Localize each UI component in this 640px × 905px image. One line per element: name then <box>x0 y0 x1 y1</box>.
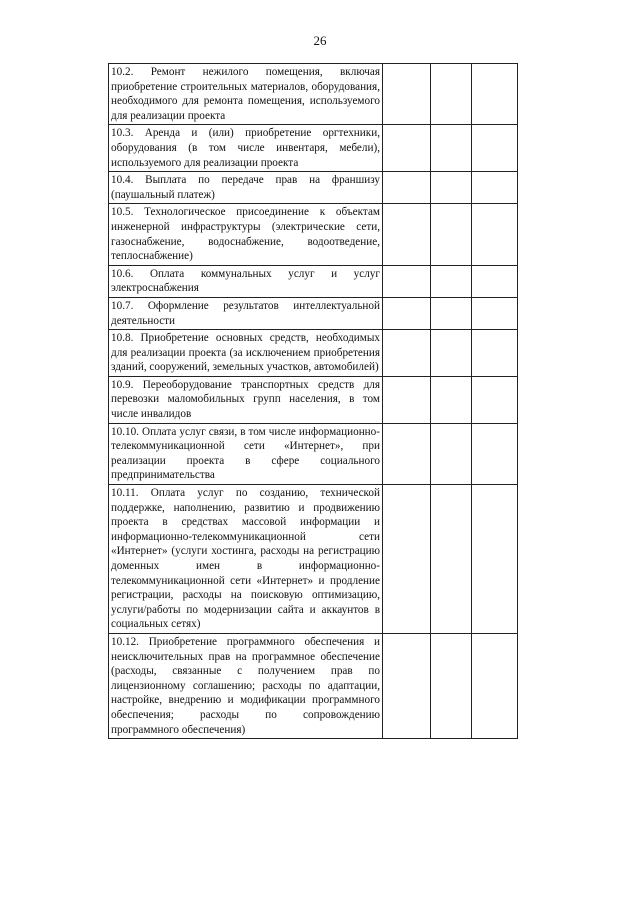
empty-cell <box>472 376 518 423</box>
empty-cell <box>431 423 472 484</box>
empty-cell <box>472 423 518 484</box>
empty-cell <box>383 633 431 738</box>
empty-cell <box>431 64 472 125</box>
empty-cell <box>431 172 472 204</box>
empty-cell <box>383 485 431 634</box>
expense-item-description: 10.11. Оплата услуг по созданию, технической поддержке, наполнению, развитию и продвижению проекта в средствах массовой информации и информационно-телекоммуникационной сети «Интернет» (услуги хостинга, расходы на регистрацию доменных имен в информационно-телекоммуникационной сети «Интернет» и продление регистрации, расходы на поисковую оптимизацию, услуги/работы по модернизации сайта и аккаунтов в социальных сетях) <box>109 485 383 634</box>
empty-cell <box>383 64 431 125</box>
expense-item-description: 10.7. Оформление результатов интеллектуальной деятельности <box>109 297 383 329</box>
table-row <box>109 204 518 265</box>
table-row <box>109 125 518 172</box>
expense-item-description: 10.4. Выплата по передаче прав на франшизу (паушальный платеж) <box>109 172 383 204</box>
table-row <box>109 330 518 377</box>
expense-item-description: 10.2. Ремонт нежилого помещения, включая приобретение строительных материалов, оборудования, необходимого для ремонта помещения, используемого для реализации проекта <box>109 64 383 125</box>
empty-cell <box>472 633 518 738</box>
table-row <box>109 485 518 634</box>
empty-cell <box>431 330 472 377</box>
expense-item-description: 10.6. Оплата коммунальных услуг и услуг электроснабжения <box>109 265 383 297</box>
table-row <box>109 376 518 423</box>
empty-cell <box>383 297 431 329</box>
expense-item-description: 10.5. Технологическое присоединение к объектам инженерной инфраструктуры (электрические сети, газоснабжение, водоснабжение, водоотведение, теплоснабжение) <box>109 204 383 265</box>
empty-cell <box>472 265 518 297</box>
expense-table <box>108 63 518 739</box>
empty-cell <box>431 265 472 297</box>
table-row <box>109 64 518 125</box>
page-number: 26 <box>313 33 327 48</box>
empty-cell <box>472 172 518 204</box>
table-row <box>109 423 518 484</box>
empty-cell <box>472 485 518 634</box>
empty-cell <box>472 330 518 377</box>
empty-cell <box>431 204 472 265</box>
empty-cell <box>383 125 431 172</box>
table-row <box>109 297 518 329</box>
empty-cell <box>472 297 518 329</box>
expense-item-description: 10.12. Приобретение программного обеспечения и неисключительных прав на программное обеспечение (расходы, связанные с получением прав по лицензионному соглашению; расходы по адаптации, настройке, внедрению и модификации программного обеспечения; расходы по сопровождению программного обеспечения) <box>109 633 383 738</box>
expense-item-description: 10.10. Оплата услуг связи, в том числе информационно-телекоммуникационной сети «Интернет», при реализации проекта в сфере социального предпринимательства <box>109 423 383 484</box>
table-row <box>109 172 518 204</box>
empty-cell <box>431 297 472 329</box>
expense-item-description: 10.8. Приобретение основных средств, необходимых для реализации проекта (за исключением приобретения зданий, сооружений, земельных участков, автомобилей) <box>109 330 383 377</box>
empty-cell <box>472 204 518 265</box>
empty-cell <box>383 204 431 265</box>
empty-cell <box>383 265 431 297</box>
expense-item-description: 10.3. Аренда и (или) приобретение оргтехники, оборудования (в том числе инвентаря, мебели), используемого для реализации проекта <box>109 125 383 172</box>
empty-cell <box>383 172 431 204</box>
expense-item-description: 10.9. Переоборудование транспортных средств для перевозки маломобильных групп населения, в том числе инвалидов <box>109 376 383 423</box>
empty-cell <box>383 330 431 377</box>
empty-cell <box>431 633 472 738</box>
empty-cell <box>383 376 431 423</box>
empty-cell <box>383 423 431 484</box>
empty-cell <box>472 64 518 125</box>
empty-cell <box>431 376 472 423</box>
table-row <box>109 265 518 297</box>
empty-cell <box>472 125 518 172</box>
empty-cell <box>431 485 472 634</box>
empty-cell <box>431 125 472 172</box>
table-row <box>109 633 518 738</box>
